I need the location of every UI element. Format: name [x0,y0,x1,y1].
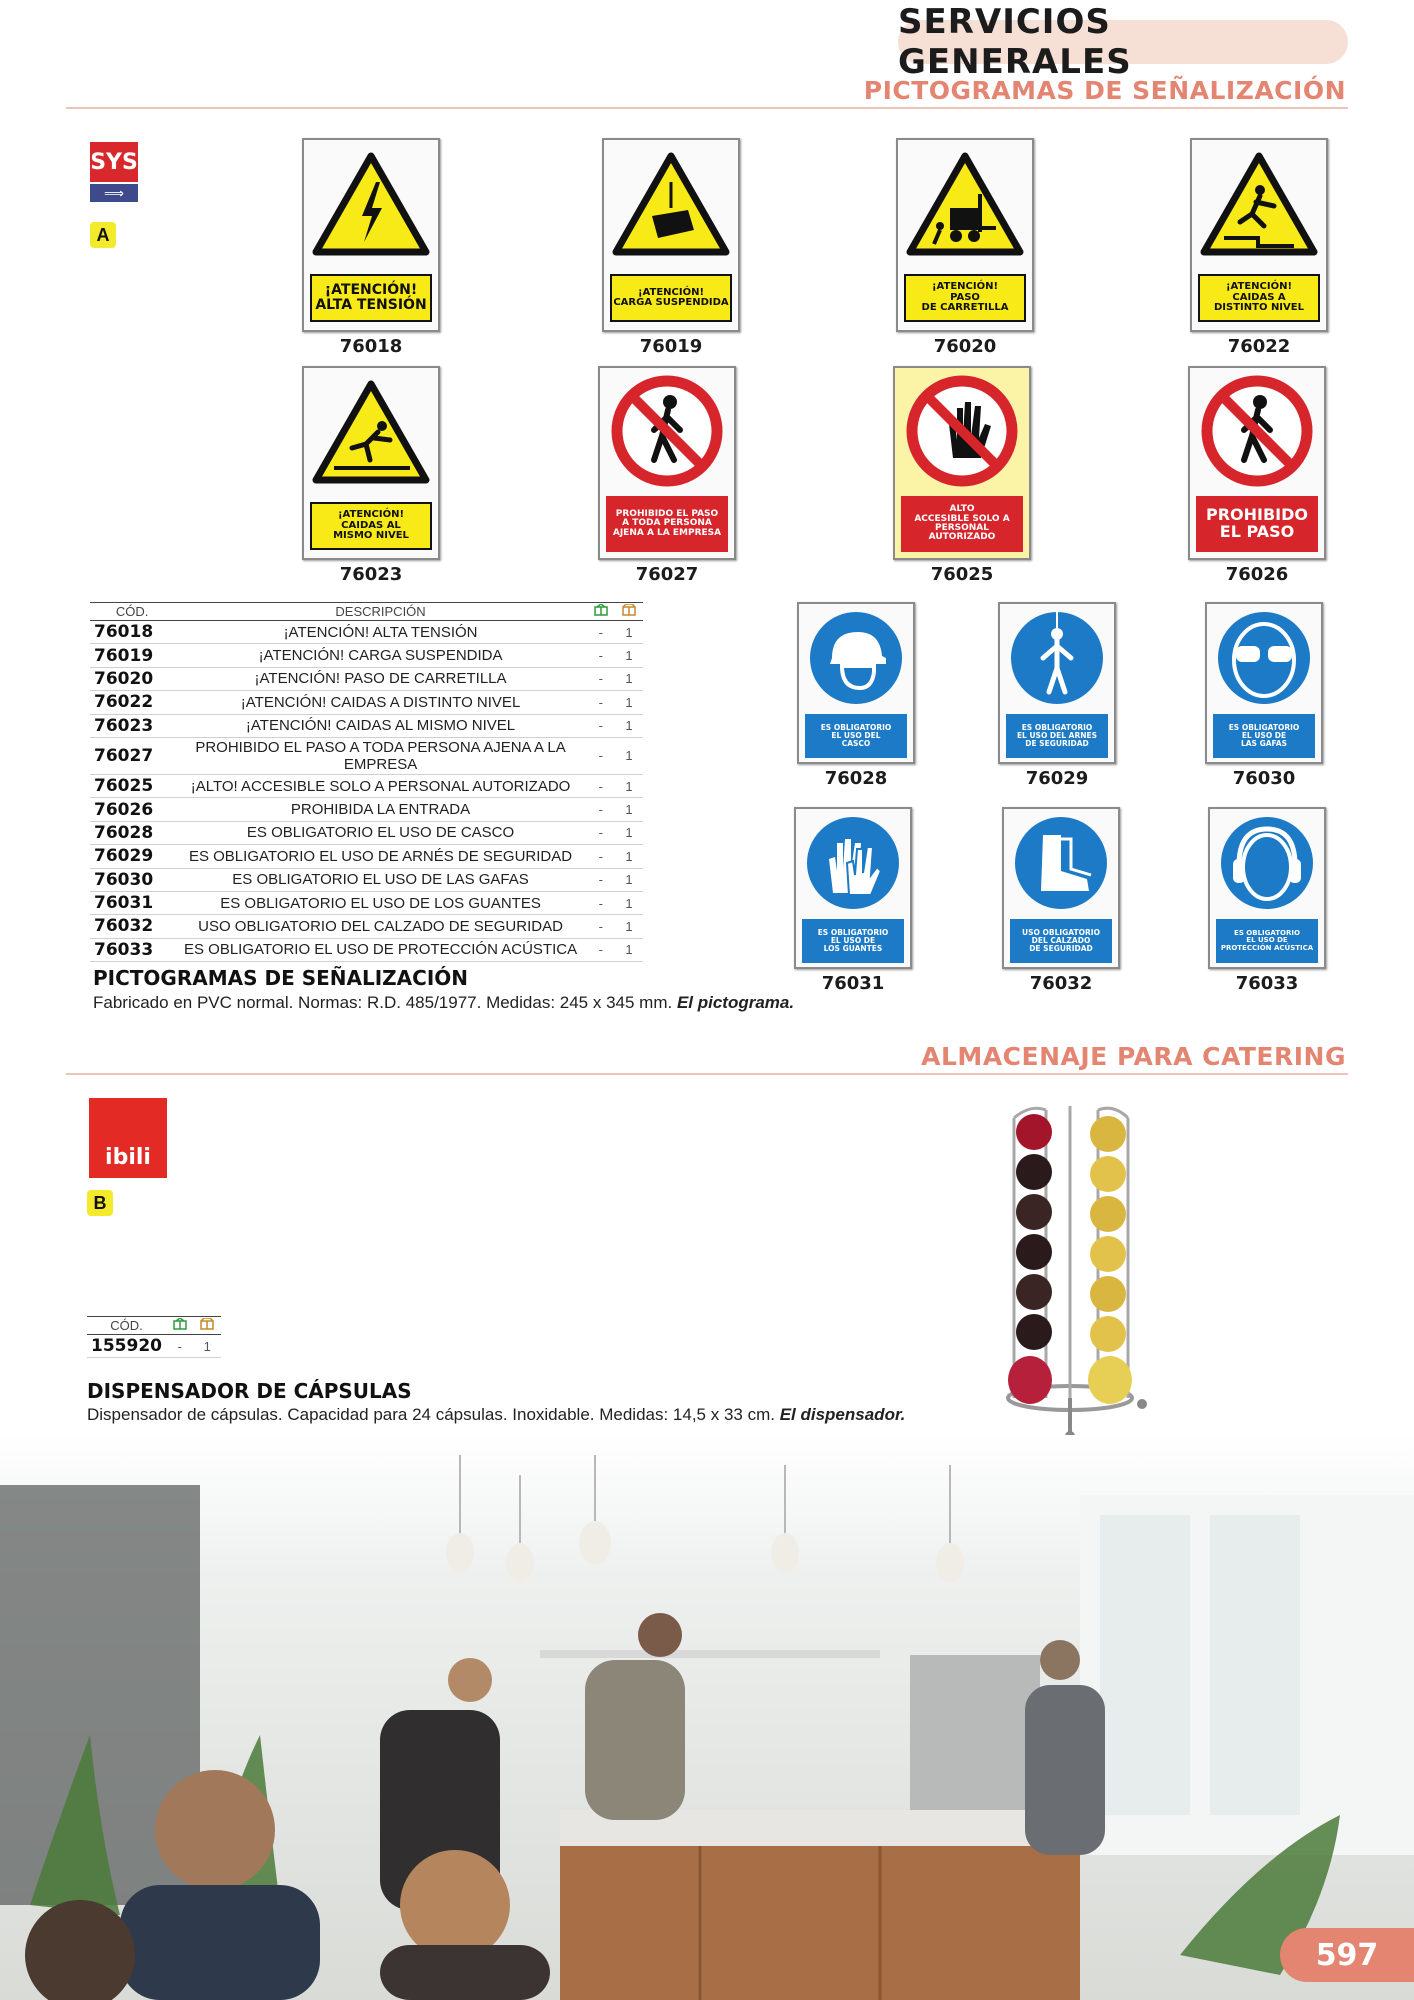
fall-same-level-icon [312,380,430,484]
sign-code: 76027 [635,564,699,585]
cell-box: 1 [615,774,643,797]
arrow-icon: ⟹ [90,184,138,202]
cell-pack: - [587,621,615,644]
cell-cod: 76031 [90,891,174,914]
sign-code: 76018 [339,336,403,357]
cell-desc: ¡ATENCIÓN! ALTA TENSIÓN [174,621,586,644]
sign-code: 76030 [1232,768,1296,789]
description-text: Dispensador de cápsulas. Capacidad para 24 cápsulas. Inoxidable. Medidas: 14,5 x 33 cm. [87,1405,775,1424]
sign-caption: ES OBLIGATORIO EL USO DEL ARNES DE SEGURIDAD [1006,714,1108,758]
table-row[interactable] [90,845,643,868]
sign-caption: ES OBLIGATORIO EL USO DEL CASCO [805,714,907,758]
cell-pack: - [587,691,615,714]
cell-desc: ¡ALTO! ACCESIBLE SOLO A PERSONAL AUTORIZADO [174,774,586,797]
cell-desc: PROHIBIDO EL PASO A TODA PERSONA AJENA A LA EMPRESA [174,737,586,774]
cell-cod: 76029 [90,845,174,868]
cell-cod: 76027 [90,737,174,774]
cell-box: 1 [615,798,643,821]
cell-pack: - [587,737,615,774]
sign-caption: PROHIBIDO EL PASO A TODA PERSONA AJENA A LA EMPRESA [606,496,728,552]
cell-pack: - [587,821,615,844]
sign-76032[interactable] [1002,807,1120,994]
page-number: 597 [1280,1928,1414,1982]
sign-code: 76031 [821,973,885,994]
table-row[interactable] [90,691,643,714]
sign-76018[interactable] [302,138,440,357]
dispenser-code-table [87,1316,221,1358]
sign-76023[interactable] [302,366,440,585]
cell-box: 1 [615,891,643,914]
sign-code: 76025 [930,564,994,585]
sign-caption: ¡ATENCIÓN! CAIDAS A DISTINTO NIVEL [1198,274,1320,322]
sign-caption: ¡ATENCIÓN! PASO DE CARRETILLA [904,274,1026,322]
sign-caption: USO OBLIGATORIO DEL CALZADO DE SEGURIDAD [1010,919,1112,963]
capsule-dispenser-image [1000,1098,1160,1442]
sign-caption: ES OBLIGATORIO EL USO DE PROTECCIÓN ACÚSTICA [1216,919,1318,963]
sign-76029[interactable] [998,602,1116,789]
gloves-icon [803,813,903,913]
cell-pack: - [587,915,615,938]
table-row[interactable] [90,667,643,690]
table-row[interactable] [90,774,643,797]
cell-pack: - [587,938,615,961]
col-header-desc: DESCRIPCIÓN [174,603,586,621]
office-kitchen-scene [0,1435,1414,2000]
section-title-almacenaje: ALMACENAJE PARA CATERING [921,1042,1346,1071]
cell-pack: - [587,891,615,914]
cell-desc: ¡ATENCIÓN! CAIDAS AL MISMO NIVEL [174,714,586,737]
sign-code: 76022 [1227,336,1291,357]
ear-protection-icon [1217,813,1317,913]
cell-box: 1 [615,737,643,774]
section-divider [66,107,1348,109]
sign-76030[interactable] [1205,602,1323,789]
product-title-dispensador: DISPENSADOR DE CÁPSULAS [87,1379,412,1403]
cell-desc: PROHIBIDA LA ENTRADA [174,798,586,821]
col-header-cod: CÓD. [90,603,174,621]
description-unit: El pictograma. [676,993,795,1012]
table-row[interactable] [90,621,643,644]
cell-desc: ES OBLIGATORIO EL USO DE LOS GUANTES [174,891,586,914]
sign-76026[interactable] [1188,366,1326,585]
cell-box: 1 [193,1335,221,1358]
table-row[interactable] [90,821,643,844]
description-text: Fabricado en PVC normal. Normas: R.D. 485/1977. Medidas: 245 x 345 mm. [93,993,673,1012]
cell-pack: - [587,714,615,737]
cell-cod: 76020 [90,667,174,690]
product-description-dispensador [87,1405,905,1425]
table-row[interactable] [90,868,643,891]
sign-caption: ¡ATENCIÓN! CARGA SUSPENDIDA [610,274,732,322]
sign-caption: ¡ATENCIÓN! CAIDAS AL MISMO NIVEL [310,502,432,550]
fall-different-level-icon [1200,152,1318,256]
table-row[interactable] [87,1335,221,1358]
cafeteria-photo [0,1435,1414,2000]
cell-pack: - [587,868,615,891]
sign-76022[interactable] [1190,138,1328,357]
cell-box: 1 [615,621,643,644]
description-unit: El dispensador. [779,1405,906,1424]
sign-code: 76019 [639,336,703,357]
cell-box: 1 [615,938,643,961]
sign-code: 76020 [933,336,997,357]
cell-pack: - [587,845,615,868]
cell-desc: ¡ATENCIÓN! PASO DE CARRETILLA [174,667,586,690]
cell-pack: - [166,1335,194,1358]
product-code-table [90,602,643,962]
suspended-load-icon [612,152,730,256]
no-pedestrian-icon [1200,374,1314,488]
sign-caption: ALTO ACCESIBLE SOLO A PERSONAL AUTORIZADO [901,496,1023,552]
hard-hat-icon [806,608,906,708]
table-row[interactable] [90,798,643,821]
cell-box: 1 [615,868,643,891]
sign-76019[interactable] [602,138,740,357]
badge-b: B [87,1190,113,1216]
pack-icon [587,603,615,621]
cell-pack: - [587,798,615,821]
cell-desc: ES OBLIGATORIO EL USO DE PROTECCIÓN ACÚSTICA [174,938,586,961]
sign-code: 76032 [1029,973,1093,994]
cell-box: 1 [615,667,643,690]
cell-cod: 76028 [90,821,174,844]
cell-cod: 155920 [87,1335,166,1358]
high-voltage-icon [312,152,430,256]
sys-logo-text: SYS [90,142,138,182]
cell-pack: - [587,667,615,690]
table-row[interactable] [90,644,643,667]
cell-cod: 76030 [90,868,174,891]
safety-boots-icon [1011,813,1111,913]
sign-76020[interactable] [896,138,1034,357]
sign-caption: ES OBLIGATORIO EL USO DE LOS GUANTES [802,919,904,963]
sign-76031[interactable] [794,807,912,994]
cell-desc: USO OBLIGATORIO DEL CALZADO DE SEGURIDAD [174,915,586,938]
sign-76025[interactable] [893,366,1031,585]
cell-cod: 76023 [90,714,174,737]
cell-cod: 76032 [90,915,174,938]
sign-caption: PROHIBIDO EL PASO [1196,496,1318,552]
table-row[interactable] [90,737,643,774]
forklift-icon [906,152,1024,256]
stop-hand-icon [905,374,1019,488]
sign-caption: ¡ATENCIÓN! ALTA TENSIÓN [310,274,432,322]
cell-cod: 76019 [90,644,174,667]
table-row[interactable] [90,891,643,914]
sign-code: 76029 [1025,768,1089,789]
cell-cod: 76025 [90,774,174,797]
safety-goggles-icon [1214,608,1314,708]
sign-code: 76028 [824,768,888,789]
sign-76027[interactable] [598,366,736,585]
table-row[interactable] [90,714,643,737]
cell-box: 1 [615,845,643,868]
section-divider [66,1073,1348,1075]
sign-caption: ES OBLIGATORIO EL USO DE LAS GAFAS [1213,714,1315,758]
sign-code: 76033 [1235,973,1299,994]
table-row[interactable] [90,915,643,938]
cell-desc: ES OBLIGATORIO EL USO DE LAS GAFAS [174,868,586,891]
safety-harness-icon [1007,608,1107,708]
badge-a: A [90,222,116,248]
cell-desc: ES OBLIGATORIO EL USO DE CASCO [174,821,586,844]
no-entry-person-icon [610,374,724,488]
cell-box: 1 [615,821,643,844]
ibili-brand-logo: ibili [89,1098,167,1178]
sys-brand-logo [90,142,138,202]
yellow-capsules [1088,1116,1132,1404]
cell-box: 1 [615,915,643,938]
box-icon [615,603,643,621]
category-title: SERVICIOS GENERALES [898,20,1348,64]
cell-pack: - [587,644,615,667]
product-title-pictogramas: PICTOGRAMAS DE SEÑALIZACIÓN [93,966,468,990]
table-row[interactable] [90,938,643,961]
cell-cod: 76018 [90,621,174,644]
cell-box: 1 [615,691,643,714]
cell-cod: 76026 [90,798,174,821]
cell-cod: 76022 [90,691,174,714]
pack-icon [166,1317,194,1335]
cell-desc: ¡ATENCIÓN! CAIDAS A DISTINTO NIVEL [174,691,586,714]
cell-box: 1 [615,644,643,667]
cell-desc: ES OBLIGATORIO EL USO DE ARNÉS DE SEGURIDAD [174,845,586,868]
sign-76028[interactable] [797,602,915,789]
cell-desc: ¡ATENCIÓN! CARGA SUSPENDIDA [174,644,586,667]
sign-code: 76026 [1225,564,1289,585]
product-description-pictogramas [93,993,794,1013]
col-header-cod: CÓD. [87,1317,166,1335]
section-title-pictogramas: PICTOGRAMAS DE SEÑALIZACIÓN [863,76,1346,105]
sign-code: 76023 [339,564,403,585]
cell-box: 1 [615,714,643,737]
cell-cod: 76033 [90,938,174,961]
box-icon [193,1317,221,1335]
cell-pack: - [587,774,615,797]
sign-76033[interactable] [1208,807,1326,994]
